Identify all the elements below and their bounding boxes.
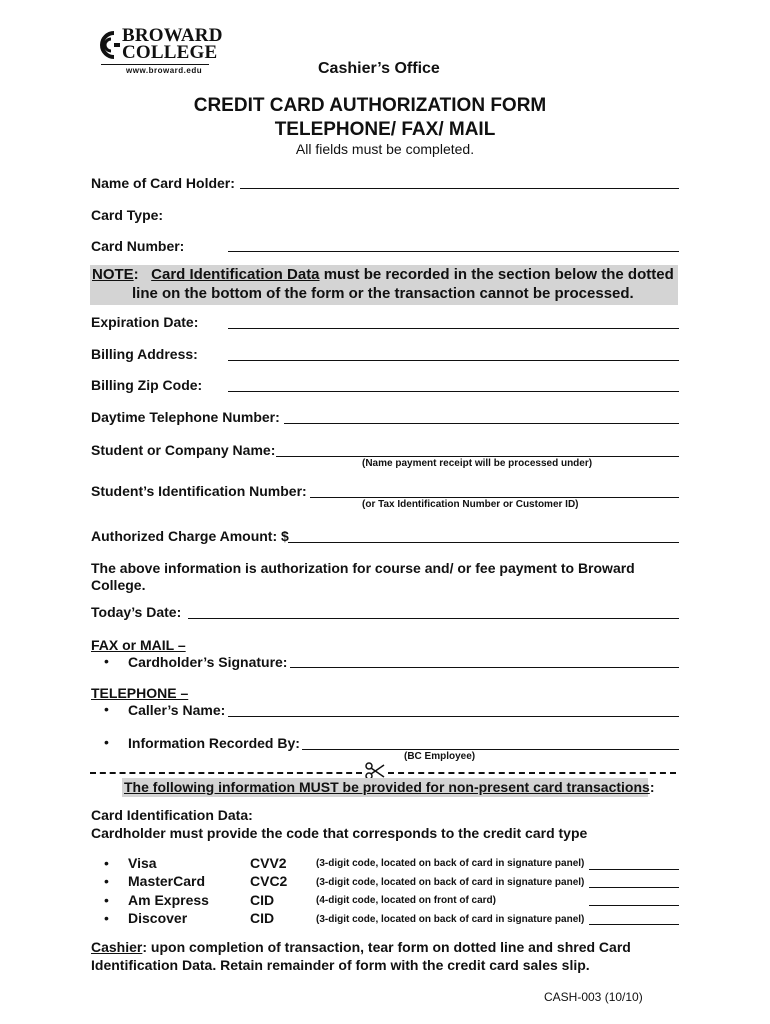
cashier-label: Cashier: [91, 939, 143, 955]
recorded-by-label: Information Recorded By:: [128, 735, 300, 751]
card-id-instruction: Cardholder must provide the code that corresponds to the credit card type: [91, 825, 588, 841]
expiration-field[interactable]: [228, 328, 679, 329]
card-code: CID: [250, 892, 275, 908]
todays-date-label: Today’s Date:: [91, 604, 182, 620]
card-code-desc: (4-digit code, located on front of card): [316, 895, 496, 906]
card-name: Am Express: [128, 892, 209, 908]
student-id-hint: (or Tax Identification Number or Customer ID): [362, 499, 579, 510]
cut-line-right: [388, 772, 676, 774]
card-name: Discover: [128, 910, 188, 926]
card-code: CVV2: [250, 855, 287, 871]
card-code: CID: [250, 910, 275, 926]
student-id-field[interactable]: [310, 497, 679, 498]
card-code-desc: (3-digit code, located on back of card in signature panel): [316, 877, 585, 888]
card-holder-label: Name of Card Holder:: [91, 175, 235, 191]
expiration-label: Expiration Date:: [91, 314, 199, 330]
card-code-field[interactable]: [589, 869, 679, 870]
student-company-label: Student or Company Name:: [91, 442, 276, 458]
billing-address-field[interactable]: [228, 360, 679, 361]
authorization-text-line2: College.: [91, 577, 146, 593]
cardholder-signature-label: Cardholder’s Signature:: [128, 654, 288, 670]
daytime-phone-field[interactable]: [284, 423, 679, 424]
recorded-by-hint: (BC Employee): [404, 751, 476, 762]
card-number-label: Card Number:: [91, 238, 185, 254]
form-title-line2: TELEPHONE/ FAX/ MAIL: [274, 119, 496, 140]
telephone-heading: TELEPHONE –: [91, 685, 189, 701]
cut-line-left: [90, 772, 362, 774]
student-id-label: Student’s Identification Number:: [91, 483, 307, 499]
logo-url: www.broward.edu: [126, 66, 203, 75]
card-holder-field[interactable]: [240, 188, 679, 189]
non-present-notice: The following information MUST be provided for non-present card transactions:: [124, 779, 655, 795]
recorded-by-field[interactable]: [302, 749, 679, 750]
card-name: Visa: [128, 855, 157, 871]
student-company-field[interactable]: [276, 456, 679, 457]
cashier-instruction-line2: Identification Data. Retain remainder of form with the credit card sales slip.: [91, 957, 590, 973]
card-code: CVC2: [250, 873, 288, 889]
card-code-field[interactable]: [589, 924, 679, 925]
card-type-label: Card Type:: [91, 207, 164, 223]
bullet-icon: •: [104, 653, 109, 669]
callers-name-field[interactable]: [228, 716, 679, 717]
card-code-field[interactable]: [589, 905, 679, 906]
authorization-text-line1: The above information is authorization for course and/ or fee payment to Broward: [91, 560, 635, 576]
logo-text-broward: BROWARD: [122, 25, 223, 46]
note-line2: line on the bottom of the form or the transaction cannot be processed.: [132, 285, 634, 302]
note-label: NOTE: [92, 266, 134, 283]
form-title-line1: CREDIT CARD AUTHORIZATION FORM: [193, 95, 547, 116]
billing-zip-label: Billing Zip Code:: [91, 377, 203, 393]
card-name: MasterCard: [128, 873, 206, 889]
form-code: CASH-003 (10/10): [544, 990, 643, 1004]
cashier-instruction-line1: Cashier: upon completion of transaction, tear form on dotted line and shred Card: [91, 939, 631, 955]
bullet-icon: •: [104, 734, 109, 750]
card-code-desc: (3-digit code, located on back of card in signature panel): [316, 914, 585, 925]
form-subtitle: All fields must be completed.: [295, 141, 475, 157]
billing-zip-field[interactable]: [228, 391, 679, 392]
note-highlight: Card Identification Data: [151, 266, 320, 283]
card-id-heading: Card Identification Data:: [91, 807, 253, 823]
bullet-icon: •: [104, 873, 109, 889]
card-code-desc: (3-digit code, located on back of card in signature panel): [316, 858, 585, 869]
student-company-hint: (Name payment receipt will be processed under): [362, 458, 593, 469]
billing-address-label: Billing Address:: [91, 346, 198, 362]
card-code-field[interactable]: [589, 887, 679, 888]
note-line1: NOTE: Card Identification Data must be recorded in the section below the dotted: [92, 266, 674, 283]
daytime-phone-label: Daytime Telephone Number:: [91, 409, 280, 425]
logo-text-college: COLLEGE: [122, 42, 218, 63]
broward-college-logo-icon: [94, 30, 122, 60]
bullet-icon: •: [104, 910, 109, 926]
cardholder-signature-field[interactable]: [290, 667, 679, 668]
bullet-icon: •: [104, 701, 109, 717]
fax-mail-heading: FAX or MAIL –: [91, 637, 186, 653]
charge-amount-field[interactable]: [288, 542, 679, 543]
card-number-field[interactable]: [228, 251, 679, 252]
callers-name-label: Caller’s Name:: [128, 702, 226, 718]
logo-rule: [101, 64, 209, 65]
office-name: Cashier’s Office: [318, 60, 440, 77]
todays-date-field[interactable]: [188, 618, 679, 619]
bullet-icon: •: [104, 855, 109, 871]
charge-amount-label: Authorized Charge Amount: $: [91, 528, 289, 544]
bullet-icon: •: [104, 892, 109, 908]
